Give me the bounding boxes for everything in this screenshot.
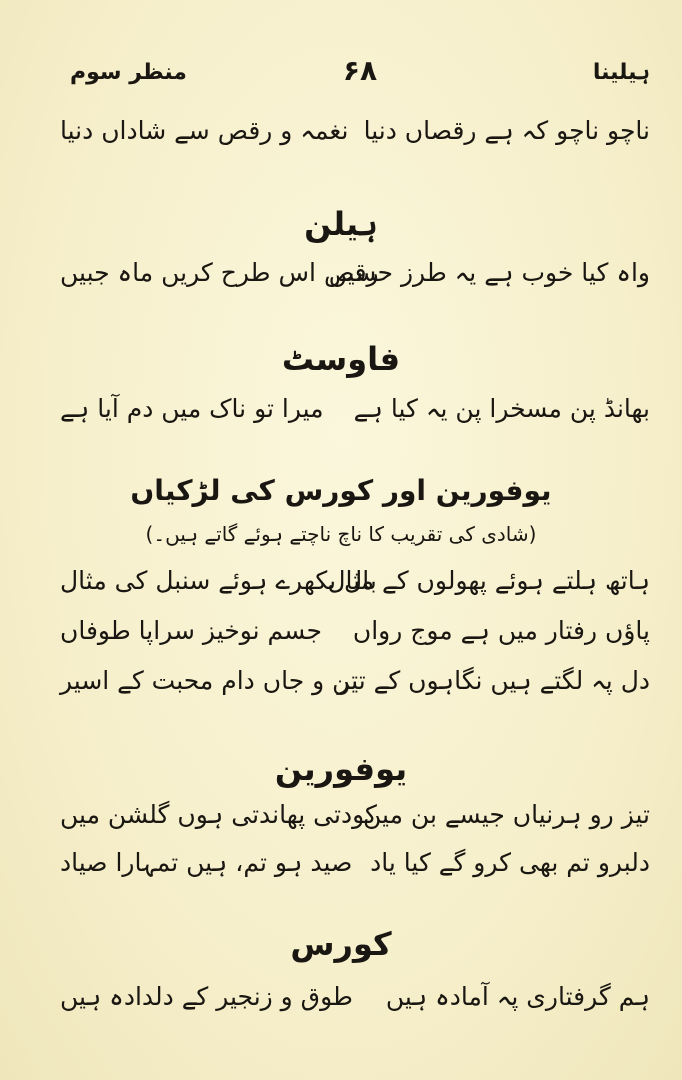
stage-direction: (شادی کی تقریب کا ناچ ناچتے ہوئے گاتے ہیں۔) — [145, 522, 537, 546]
couplet — [60, 848, 650, 896]
misra-second: رقص اس طرح کریں ماہ جبیں — [60, 258, 379, 287]
page-number: ۶۸ — [342, 54, 378, 87]
misra-second: طوق و زنجیر کے دلدادہ ہیں — [60, 982, 353, 1011]
misra-first: دلبرو تم بھی کرو گے کیا یاد — [370, 848, 650, 877]
misra-second: بال بکھرے ہوئے سنبل کی مثال — [60, 566, 377, 595]
speaker-name: فاوسٹ — [281, 340, 401, 378]
couplet — [60, 616, 650, 664]
couplet — [60, 982, 650, 1030]
couplet — [60, 258, 650, 306]
misra-second: جسم نوخیز سراپا طوفاں — [60, 616, 322, 645]
couplet — [60, 394, 650, 442]
misra-second: تن و جاں دام محبت کے اسیر — [60, 666, 359, 695]
speaker-name: یوفورین — [274, 750, 408, 788]
page-header — [70, 54, 650, 96]
misra-first: ناچو ناچو کہ ہے رقصاں دنیا — [363, 116, 650, 145]
couplet — [60, 566, 650, 614]
misra-second: نغمہ و رقص سے شاداں دنیا — [60, 116, 349, 145]
misra-first: پاؤں رفتار میں ہے موج رواں — [352, 616, 650, 645]
couplet — [60, 800, 650, 848]
misra-second: کودتی پھاندتی ہوں گلشن میں — [60, 800, 377, 829]
section-label: منظر سوم — [70, 60, 187, 85]
misra-first: ہم گرفتاری پہ آمادہ ہیں — [385, 982, 650, 1011]
misra-first: تیز رو ہرنیاں جیسے بن میں — [363, 800, 650, 829]
speaker-name: ہیلن — [304, 205, 378, 243]
misra-first: بھانڈ پن مسخرا پن یہ کیا ہے — [353, 394, 650, 423]
misra-second: صید ہو تم، ہیں تمہارا صیاد — [60, 848, 353, 877]
misra-first: ہاتھ ہلتے ہوئے پھولوں کے مثال — [327, 566, 650, 595]
couplet — [60, 666, 650, 714]
misra-first: دل پہ لگتے ہیں نگاہوں کے تیر — [337, 666, 650, 695]
speaker-name: یوفورین اور کورس کی لڑکیاں — [130, 474, 552, 507]
speaker-name: کورس — [290, 925, 392, 963]
misra-first: واہ کیا خوب ہے یہ طرز حسیں — [328, 258, 650, 287]
misra-second: میرا تو ناک میں دم آیا ہے — [60, 394, 324, 423]
couplet — [60, 116, 650, 164]
running-title: ہیلینا — [592, 60, 650, 85]
